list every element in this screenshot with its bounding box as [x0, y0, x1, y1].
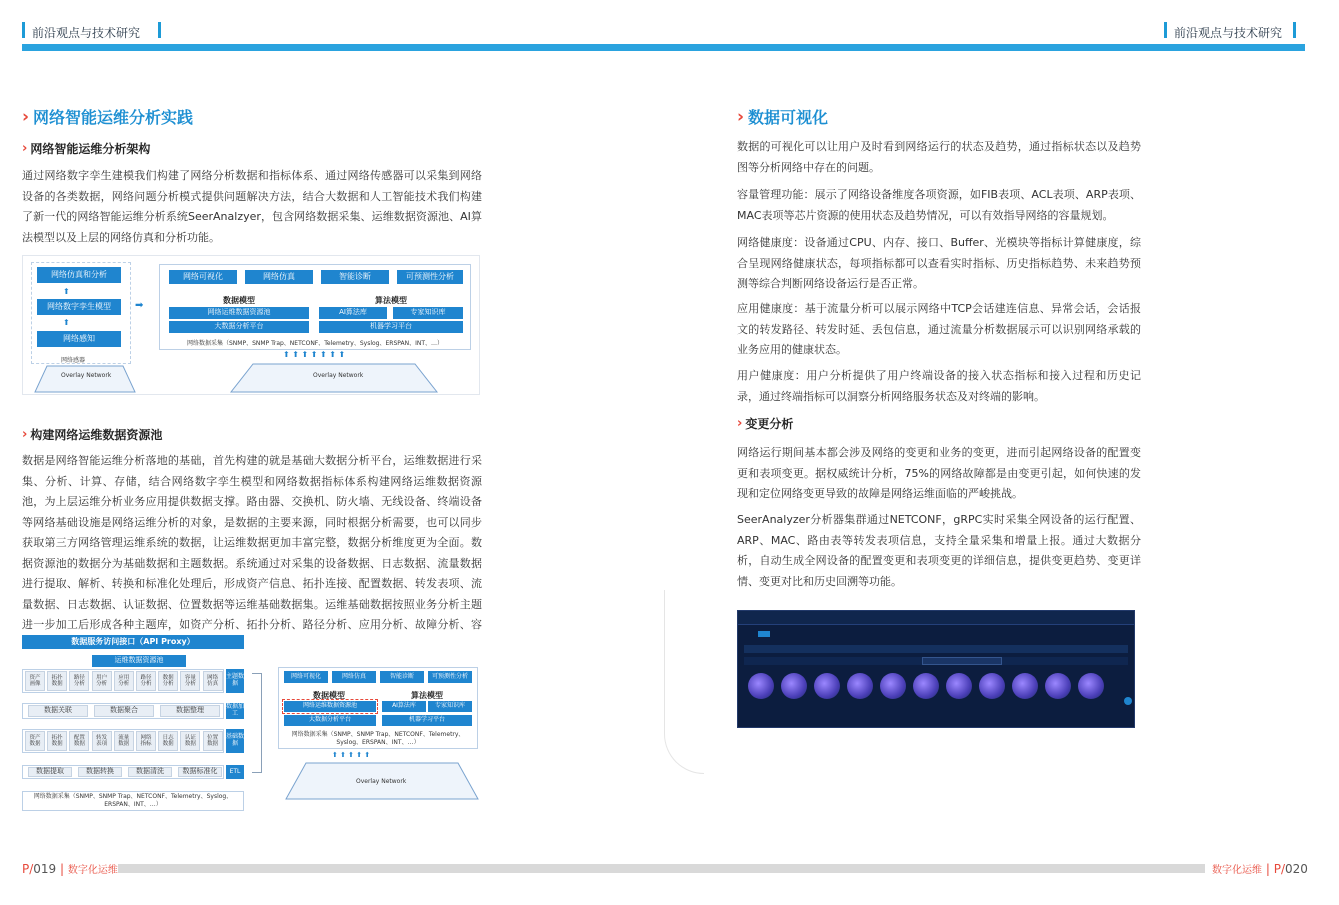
right-paragraph-7: SeerAnalyzer分析器集群通过NETCONF，gRPC实时采集全网设备的运行配置、ARP、MAC、路由表等转发表项信息，支持全量采集和增量上报。通过大数据分析，自动生成全网设备的配置变更和表项变更的详细信息，提供变更趋势、变更详情、变更对比和历史回溯等功能。	[737, 513, 1141, 588]
right-sub-text: 变更分析	[745, 417, 794, 431]
app2-prediction: 可预测性分析	[428, 671, 472, 683]
footer-left-sep: |	[60, 862, 65, 876]
data2-item-platform: 大数据分析平台	[284, 715, 376, 726]
footer-left-prefix: P/	[22, 862, 34, 876]
topic-item: 路径分析	[69, 671, 89, 691]
chevron-right-icon: ›	[22, 106, 30, 127]
footer-right-sep: |	[1265, 862, 1270, 876]
data-item-pool: 网络运维数据资源池	[169, 307, 309, 319]
algo2-item-ml: 机器学习平台	[382, 715, 472, 726]
algo-item-expert: 专家知识库	[393, 307, 463, 319]
overlay-network-diagram-small	[33, 364, 137, 394]
algo2-item-expert: 专家知识库	[428, 701, 472, 712]
shot-scroll-handle	[1124, 697, 1132, 705]
right-paragraph-4: 应用健康度：基于流量分析可以展示网络中TCP会话建连信息、异常会话，会话报文的转发路径、转发时延、丢包信息，通过流量分析数据展示可以识别网络承载的业务应用的健康状态。	[737, 302, 1141, 356]
shot-metric-circle	[880, 673, 906, 699]
chevron-right-icon: ›	[22, 141, 28, 156]
shot-titlebar	[738, 611, 1134, 625]
app-prediction: 可预测性分析	[397, 270, 463, 284]
left-section-title	[22, 105, 193, 128]
footer-right	[1212, 861, 1308, 876]
app2-diagnosis: 智能诊断	[380, 671, 424, 683]
app2-simulation: 网络仿真	[332, 671, 376, 683]
shot-metric-circle	[1078, 673, 1104, 699]
api-proxy-bar: 数据服务访问接口（API Proxy）	[22, 635, 244, 649]
left-paragraph-1: 通过网络数字孪生建模我们构建了网络分析数据和指标体系、通过网络传感器可以采集到网络设备的各类数据，网络问题分析模式提供问题解决方法，结合大数据和人工智能技术我们构建了新一代的网络智能运维分析系统SeerAnalzyer，包含网络数据采集、运维数据资源池、AI算法模型以及上层的网络仿真和分析功能。	[22, 169, 482, 244]
algo-item-ai: AI算法库	[319, 307, 387, 319]
header-left-title: 前沿观点与技术研究	[32, 26, 141, 40]
chevron-right-icon: ›	[737, 106, 745, 127]
shot-metric-circle	[1045, 673, 1071, 699]
footer-left	[22, 861, 118, 876]
algo2-item-ai: AI算法库	[382, 701, 426, 712]
etl-tag: ETL	[226, 765, 244, 779]
base-tag: 基础数据	[226, 729, 244, 753]
shot-select	[922, 657, 1002, 665]
left-sub1-text: 网络智能运维分析架构	[30, 142, 151, 156]
base-item: 资产数据	[25, 731, 45, 751]
topic-item: 网络仿真	[203, 671, 223, 691]
collect-label-2: 网络数据采集（SNMP、SNMP Trap、NETCONF、Telemetry、Syslog、ERSPAN、INT、…）	[33, 793, 233, 808]
footer-right-label: 数字化运维	[1212, 865, 1262, 876]
page-divider	[664, 590, 704, 774]
collect-label: 网络数据采集（SNMP、SNMP Trap、NETCONF、Telemetry、Syslog、ERSPAN、INT、…）	[186, 340, 444, 347]
base-item: 拓扑数据	[47, 731, 67, 751]
left-paragraph-2: 数据是网络智能运维分析落地的基础，首先构建的就是基础大数据分析平台，运维数据进行采集、分析、计算、存储，结合网络数字孪生模型和网络数据指标体系构建网络运维数据资源池，为上层运维分析业务应用提供数据支撑。路由器、交换机、防火墙、无线设备、终端设备等网络基础设施是网络运维分析的对象，是数据的主要来源，同时根据分析需要，也可以同步获取第三方网络管理运维系统的数据，让运维数据更加丰富完整，数据分析维度更为全面。数据资源池的数据分为基础数据和主题数据。系统通过对采集的设备数据、日志数据、流量数据进行提取、解析、转换和标准化处理后，形成资产信息、拓扑连接、配置数据、转发表项、流量数据、日志数据、认证数据、位置数据等运维基础数据集。运维基础数据按照业务分析主题进一步加工后形成各种主题库，如资产分析、拓扑分析、路径分析、应用分析、故障分析、容	[22, 454, 482, 631]
proc-item-1: 数据关联	[28, 705, 88, 717]
shot-metric-circle	[781, 673, 807, 699]
footer-right-prefix: P/	[1273, 862, 1285, 876]
overlay-label-small: Overlay Network	[61, 372, 112, 379]
arrows-up-icon: ⬆ ⬆ ⬆ ⬆ ⬆ ⬆ ⬆	[283, 350, 346, 359]
app-diagnosis: 智能诊断	[321, 270, 389, 284]
topic-item: 容量分析	[180, 671, 200, 691]
topic-item: 拓扑数据	[47, 671, 67, 691]
overlay-label-2: Overlay Network	[356, 778, 407, 785]
topic-tag: 主题数据	[226, 669, 244, 693]
arrows-up-icon: ⬆ ⬆ ⬆ ⬆ ⬆	[332, 751, 371, 759]
chevron-right-icon: ›	[737, 416, 743, 431]
etl-item-3: 数据清洗	[128, 767, 172, 777]
shot-metric-circle	[1012, 673, 1038, 699]
right-paragraph-3: 网络健康度：设备通过CPU、内存、接口、Buffer、光模块等指标计算健康度，综合呈现网络健康状态，每项指标都可以查看实时指标、历史指标趋势、未来趋势预测等综合判断网络设备运行是否正常。	[737, 236, 1141, 290]
footer-left-label: 数字化运维	[67, 865, 118, 876]
base-item: 网络指标	[136, 731, 156, 751]
header-right-title: 前沿观点与技术研究	[1174, 26, 1283, 40]
topic-item: 路径分析	[136, 671, 156, 691]
stack-item-simulation: 网络仿真和分析	[37, 267, 121, 283]
right-paragraph-5: 用户健康度：用户分析提供了用户终端设备的接入状态指标和接入过程和历史记录，通过终端指标可以洞察分析网络服务状态及对终端的影响。	[737, 369, 1141, 403]
topic-item: 用户分析	[92, 671, 112, 691]
architecture-figure	[22, 255, 480, 395]
arrow-up-icon: ⬆	[63, 287, 70, 296]
algo-model-title: 算法模型	[375, 296, 407, 305]
proc-tag: 数据加工	[226, 703, 245, 717]
arrow-up-icon: ⬆	[63, 318, 70, 327]
right-section-title-text: 数据可视化	[748, 108, 829, 127]
stack-item-sensing: 网络感知	[37, 331, 121, 347]
proc-item-3: 数据整理	[160, 705, 220, 717]
shot-tab-active	[758, 631, 770, 637]
header-right-bar	[1164, 22, 1167, 38]
base-item: 日志数据	[158, 731, 178, 751]
shot-metric-circle	[913, 673, 939, 699]
overlay-label: Overlay Network	[313, 372, 364, 379]
shot-metric-circle	[814, 673, 840, 699]
topic-item: 资产画像	[25, 671, 45, 691]
data2-item-pool: 网络运维数据资源池	[284, 701, 376, 712]
shot-table-header	[744, 645, 1128, 653]
algo-model-title-2: 算法模型	[411, 691, 443, 700]
data-item-platform: 大数据分析平台	[169, 321, 309, 333]
etl-item-2: 数据转换	[78, 767, 122, 777]
etl-item-4: 数据标准化	[178, 767, 222, 777]
right-paragraph-1: 数据的可视化可以让用户及时看到网络运行的状态及趋势，通过指标状态以及趋势图等分析网络中存在的问题。	[737, 140, 1141, 174]
arrow-right-icon: ➡	[135, 300, 144, 311]
header-left-bar	[22, 22, 25, 38]
right-paragraph-6: 网络运行期间基本都会涉及网络的变更和业务的变更，进而引起网络设备的配置变更和表项变更。据权威统计分析，75%的网络故障都是由变更引起，如何快速的发现和定位网络变更导致的故障是网络运维面临的严峻挑战。	[737, 446, 1141, 500]
shot-metric-circle	[847, 673, 873, 699]
left-section-title-text: 网络智能运维分析实践	[33, 108, 194, 127]
left-sub1-title	[22, 140, 150, 157]
proc-item-2: 数据聚合	[94, 705, 154, 717]
base-item: 位置数据	[203, 731, 223, 751]
data-model-title: 数据模型	[223, 296, 255, 305]
right-sub-title	[737, 415, 793, 432]
header-right-bar-end	[1293, 22, 1296, 38]
right-paragraph-2: 容量管理功能：展示了网络设备维度各项资源，如FIB表项、ACL表项、ARP表项、MAC表项等芯片资源的使用状态及趋势情况，可以有效指导网络的容量规划。	[737, 188, 1141, 222]
change-analysis-screenshot	[737, 610, 1135, 728]
base-item: 转发表项	[92, 731, 112, 751]
base-item: 配置数据	[69, 731, 89, 751]
right-section-title	[737, 105, 828, 128]
pool-bar: 运维数据资源池	[92, 655, 186, 667]
shot-metric-circle	[748, 673, 774, 699]
base-item: 流量数据	[114, 731, 134, 751]
app2-visualization: 网络可视化	[284, 671, 328, 683]
footer-right-page: 020	[1284, 862, 1308, 876]
topic-item: 应用分析	[114, 671, 134, 691]
chevron-right-icon: ›	[22, 427, 28, 442]
topic-item: 数据分析	[158, 671, 178, 691]
shot-metric-circle	[946, 673, 972, 699]
header-left-bar-end	[158, 22, 161, 38]
left-sub2-text: 构建网络运维数据资源池	[30, 428, 163, 442]
app-visualization: 网络可视化	[169, 270, 237, 284]
stack-item-twin: 网络数字孪生模型	[37, 299, 121, 315]
base-item: 认证数据	[180, 731, 200, 751]
data-pool-figure	[22, 633, 480, 813]
left-sub2-title	[22, 426, 162, 443]
footer-band	[118, 864, 1205, 873]
shot-metric-circle	[979, 673, 1005, 699]
header-band	[22, 44, 1305, 51]
bracket-line	[252, 673, 262, 773]
sensor-label: 网络感器	[61, 357, 86, 364]
app-simulation: 网络仿真	[245, 270, 313, 284]
data-model-title-2: 数据模型	[313, 691, 345, 700]
algo-item-ml: 机器学习平台	[319, 321, 463, 333]
etl-item-1: 数据提取	[28, 767, 72, 777]
footer-left-page: 019	[33, 862, 57, 876]
collect-label-3: 网络数据采集（SNMP、SNMP Trap、NETCONF、Telemetry、Syslog、ERSPAN、INT、…）	[291, 731, 465, 746]
